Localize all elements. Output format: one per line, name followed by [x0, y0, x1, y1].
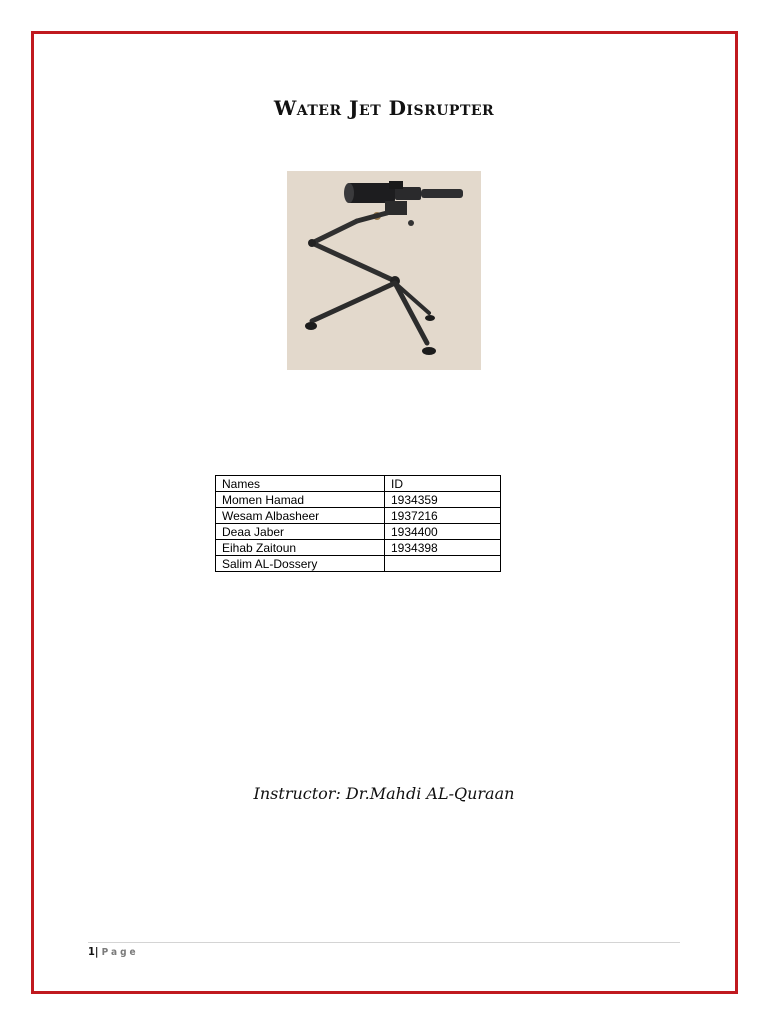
page-footer	[88, 945, 139, 958]
member-id: 1934359	[385, 492, 501, 508]
table-row	[216, 524, 501, 540]
member-name: Wesam Albasheer	[216, 508, 385, 524]
member-name: Deaa Jaber	[216, 524, 385, 540]
page-number: 1	[88, 945, 95, 958]
table-header-names: Names	[216, 476, 385, 492]
page-label: Page	[101, 947, 139, 958]
table-row	[216, 492, 501, 508]
member-name: Salim AL-Dossery	[216, 556, 385, 572]
member-id: 1937216	[385, 508, 501, 524]
table-header-id: ID	[385, 476, 501, 492]
member-name: Eihab Zaitoun	[216, 540, 385, 556]
instructor-line: Instructor: Dr.Mahdi AL-Quraan	[253, 784, 515, 803]
member-name: Momen Hamad	[216, 492, 385, 508]
table-row	[216, 540, 501, 556]
table-row	[216, 508, 501, 524]
table-row	[216, 556, 501, 572]
page-separator: |	[94, 945, 99, 958]
footer-divider	[88, 942, 680, 943]
member-id: 1934398	[385, 540, 501, 556]
document-title: Water Jet Disrupter	[273, 96, 495, 120]
table-header-row	[216, 476, 501, 492]
water-jet-disrupter-photo	[287, 171, 481, 370]
members-table	[215, 475, 501, 572]
member-id: 1934400	[385, 524, 501, 540]
member-id	[385, 556, 501, 572]
